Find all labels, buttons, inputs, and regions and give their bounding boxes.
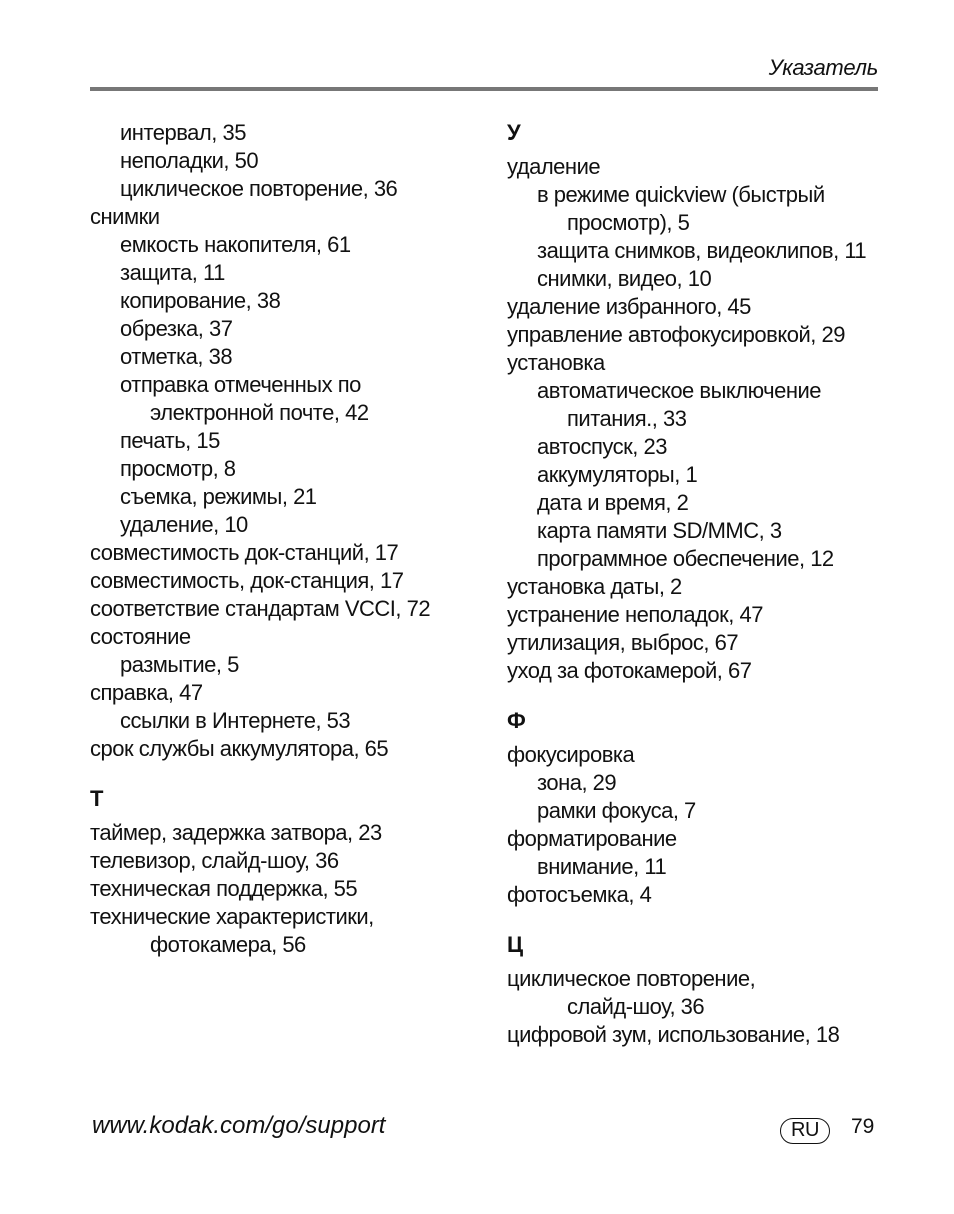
- index-section-letter: Т: [90, 786, 103, 811]
- index-subentry: в режиме quickview (быстрый: [537, 182, 825, 207]
- index-subentry: автоспуск, 23: [537, 434, 667, 459]
- page-header-title: Указатель: [768, 55, 878, 80]
- index-subentry: карта памяти SD/MMC, 3: [537, 518, 782, 543]
- index-subentry: внимание, 11: [537, 854, 667, 879]
- index-subentry: автоматическое выключение: [537, 378, 821, 403]
- index-entry: утилизация, выброс, 67: [507, 630, 739, 655]
- index-subentry: дата и время, 2: [537, 490, 689, 515]
- index-subentry: защита снимков, видеоклипов, 11: [537, 238, 867, 263]
- index-subentry: снимки, видео, 10: [537, 266, 712, 291]
- index-subentry: неполадки, 50: [120, 148, 259, 173]
- index-entry: состояние: [90, 624, 191, 649]
- index-entry: справка, 47: [90, 680, 203, 705]
- index-subentry: обрезка, 37: [120, 316, 233, 341]
- index-subentry: размытие, 5: [120, 652, 239, 677]
- index-subentry: зона, 29: [537, 770, 617, 795]
- index-subentry: удаление, 10: [120, 512, 248, 537]
- index-subentry: печать, 15: [120, 428, 220, 453]
- index-subentry: просмотр, 8: [120, 456, 236, 481]
- index-entry: техническая поддержка, 55: [90, 876, 358, 901]
- footer-url: www.kodak.com/go/support: [92, 1112, 386, 1139]
- index-entry: таймер, задержка затвора, 23: [90, 820, 382, 845]
- index-section-letter: Ф: [507, 708, 526, 733]
- index-section-letter: Ц: [507, 932, 523, 957]
- index-entry: совместимость док-станций, 17: [90, 540, 399, 565]
- index-subentry: циклическое повторение, 36: [120, 176, 398, 201]
- index-entry: совместимость, док-станция, 17: [90, 568, 404, 593]
- index-entry: цифровой зум, использование, 18: [507, 1022, 840, 1047]
- index-subentry: отметка, 38: [120, 344, 233, 369]
- index-entry: управление автофокусировкой, 29: [507, 322, 845, 347]
- index-subentry: программное обеспечение, 12: [537, 546, 834, 571]
- index-entry: телевизор, слайд-шоу, 36: [90, 848, 339, 873]
- index-subentry: рамки фокуса, 7: [537, 798, 696, 823]
- index-entry: форматирование: [507, 826, 677, 851]
- index-entry: устранение неполадок, 47: [507, 602, 763, 627]
- index-subentry: питания., 33: [567, 406, 687, 431]
- index-entry: удаление избранного, 45: [507, 294, 751, 319]
- index-subentry: интервал, 35: [120, 120, 246, 145]
- index-entry: установка даты, 2: [507, 574, 682, 599]
- index-subentry: просмотр), 5: [567, 210, 690, 235]
- index-subentry: фотокамера, 56: [150, 932, 306, 957]
- index-subentry: емкость накопителя, 61: [120, 232, 351, 257]
- index-entry: уход за фотокамерой, 67: [507, 658, 752, 683]
- language-badge: RU: [780, 1118, 830, 1144]
- index-entry: технические характеристики,: [90, 904, 374, 929]
- index-section-letter: У: [507, 120, 521, 145]
- index-entry: срок службы аккумулятора, 65: [90, 736, 389, 761]
- index-column-left: [90, 119, 480, 959]
- index-entry: снимки: [90, 204, 160, 229]
- index-entry: установка: [507, 350, 605, 375]
- index-entry: фотосъемка, 4: [507, 882, 652, 907]
- index-subentry: защита, 11: [120, 260, 225, 285]
- page-number: 79: [851, 1115, 875, 1138]
- index-subentry: отправка отмеченных по: [120, 372, 361, 397]
- index-subentry: электронной почте, 42: [150, 400, 369, 425]
- index-subentry: аккумуляторы, 1: [537, 462, 698, 487]
- index-subentry: ссылки в Интернете, 53: [120, 708, 351, 733]
- index-entry: фокусировка: [507, 742, 635, 767]
- header-divider: [90, 87, 878, 91]
- index-subentry: слайд-шоу, 36: [567, 994, 705, 1019]
- index-column-right: [507, 119, 887, 1049]
- index-entry: циклическое повторение,: [507, 966, 756, 991]
- index-entry: удаление: [507, 154, 601, 179]
- index-subentry: съемка, режимы, 21: [120, 484, 317, 509]
- index-entry: соответствие стандартам VCCI, 72: [90, 596, 431, 621]
- index-subentry: копирование, 38: [120, 288, 281, 313]
